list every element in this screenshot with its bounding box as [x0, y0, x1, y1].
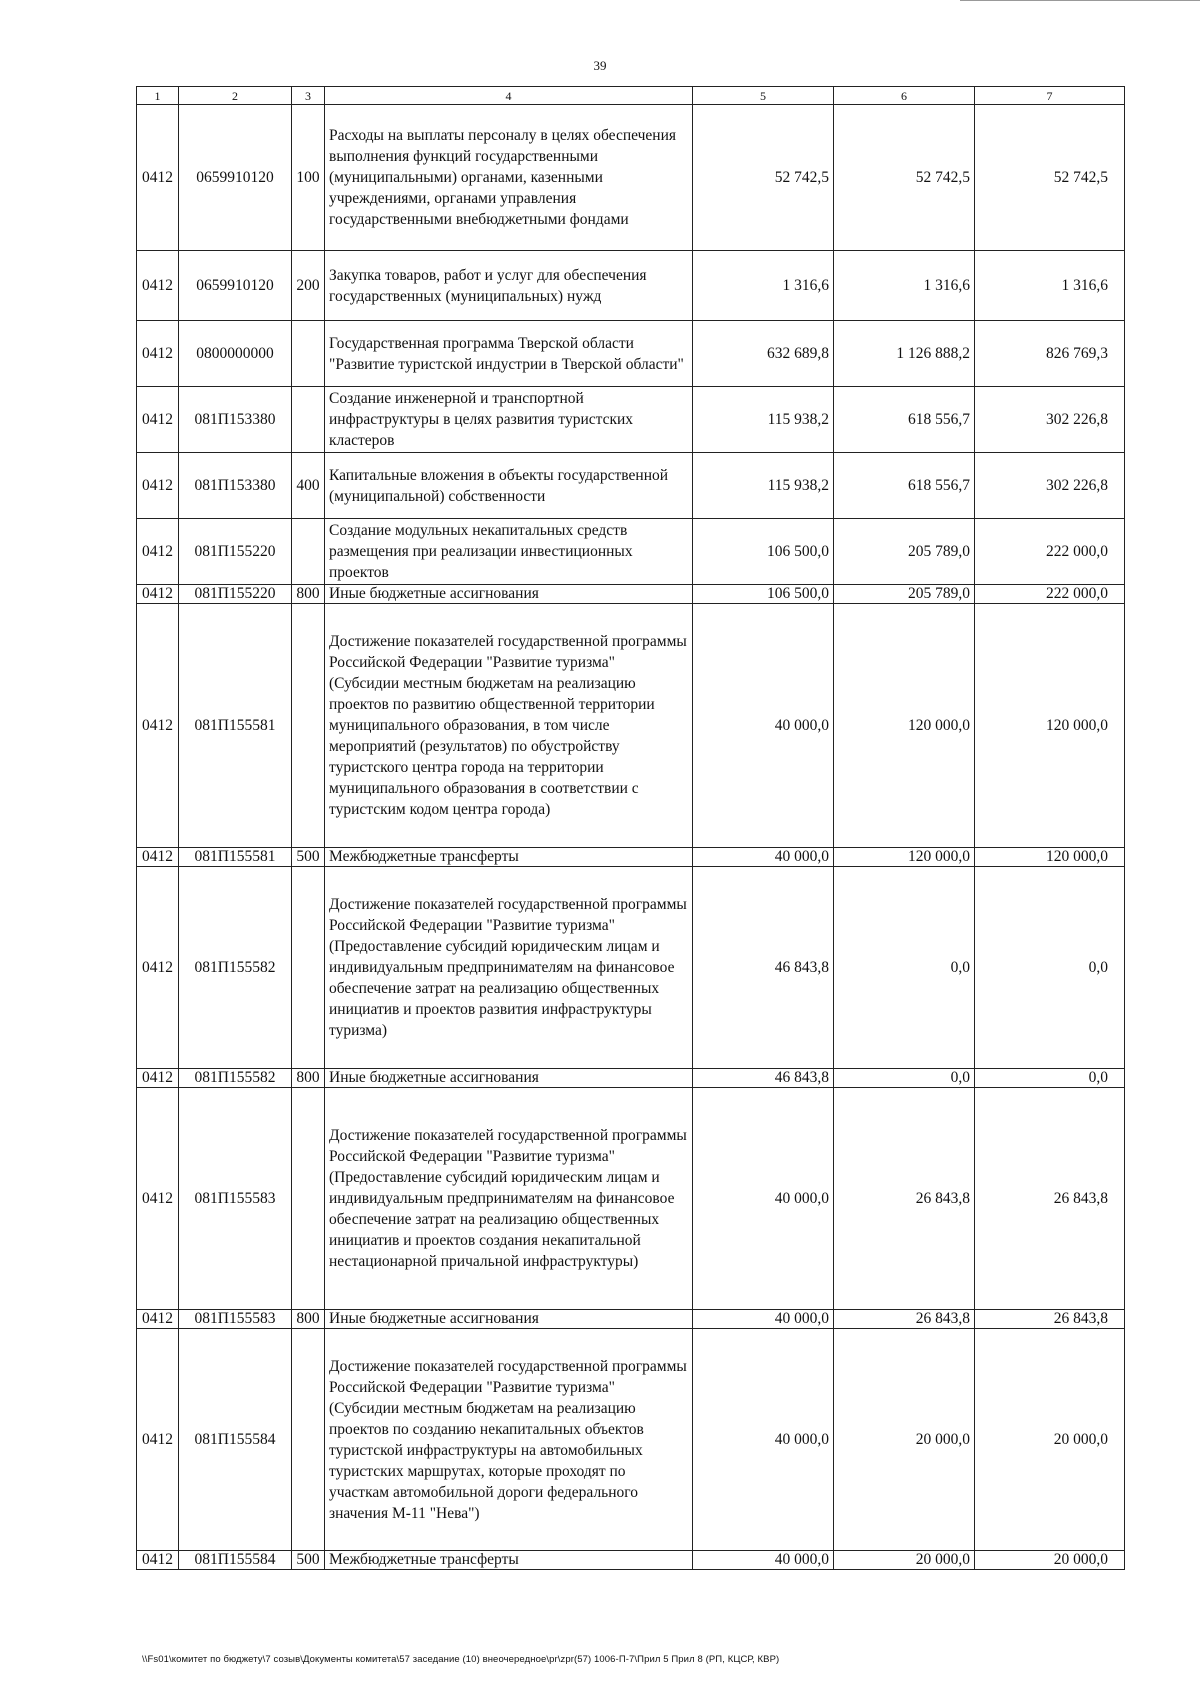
amount-year1-cell: 40 000,0 [693, 604, 834, 848]
target-article-cell: 081П155583 [179, 1088, 292, 1310]
amount-year2-cell: 26 843,8 [834, 1088, 975, 1310]
item-name-cell: Достижение показателей государственной программы Российской Федерации "Развитие туризма" (Субсидии местным бюджетам на реализацию проектов по созданию некапитальных объектов туристской инфраструктуры на автомобильных туристских маршрутах, которые проходят по участкам автомобильной дороги федерального значения М-11 "Нева") [325, 1329, 693, 1551]
column-header: 1 [137, 87, 179, 105]
amount-year1-cell: 106 500,0 [693, 519, 834, 585]
amount-year1-cell: 40 000,0 [693, 1088, 834, 1310]
amount-year2-cell: 0,0 [834, 1069, 975, 1088]
expense-type-cell: 200 [292, 251, 325, 321]
target-article-cell: 081П153380 [179, 453, 292, 519]
expense-type-cell [292, 604, 325, 848]
target-article-cell: 081П155584 [179, 1329, 292, 1551]
table-row [137, 1088, 1125, 1310]
expense-type-cell: 100 [292, 105, 325, 251]
section-code-cell: 0412 [137, 105, 179, 251]
section-code-cell: 0412 [137, 1551, 179, 1570]
amount-year1-cell: 40 000,0 [693, 1551, 834, 1570]
amount-year2-cell: 52 742,5 [834, 105, 975, 251]
table-row [137, 519, 1125, 585]
column-header: 6 [834, 87, 975, 105]
amount-year1-cell: 115 938,2 [693, 387, 834, 453]
item-name-cell: Расходы на выплаты персоналу в целях обеспечения выполнения функций государственными (муниципальными) органами, казенными учреждениями, органами управления государственными внебюджетными фондами [325, 105, 693, 251]
item-name-cell: Межбюджетные трансферты [325, 1551, 693, 1570]
item-name-cell: Создание модульных некапитальных средств размещения при реализации инвестиционных проектов [325, 519, 693, 585]
amount-year2-cell: 20 000,0 [834, 1329, 975, 1551]
expense-type-cell [292, 321, 325, 387]
amount-year1-cell: 46 843,8 [693, 867, 834, 1069]
section-code-cell: 0412 [137, 251, 179, 321]
amount-year3-cell: 222 000,0 [975, 519, 1125, 585]
table-row [137, 1310, 1125, 1329]
amount-year2-cell: 26 843,8 [834, 1310, 975, 1329]
target-article-cell: 081П155220 [179, 519, 292, 585]
amount-year3-cell: 826 769,3 [975, 321, 1125, 387]
expense-type-cell: 800 [292, 585, 325, 604]
expense-type-cell [292, 1088, 325, 1310]
section-code-cell: 0412 [137, 387, 179, 453]
scan-edge-line [960, 0, 1200, 1]
section-code-cell: 0412 [137, 867, 179, 1069]
amount-year3-cell: 20 000,0 [975, 1551, 1125, 1570]
item-name-cell: Капитальные вложения в объекты государственной (муниципальной) собственности [325, 453, 693, 519]
amount-year2-cell: 1 316,6 [834, 251, 975, 321]
table-body [137, 105, 1125, 1570]
amount-year1-cell: 1 316,6 [693, 251, 834, 321]
target-article-cell: 081П155220 [179, 585, 292, 604]
amount-year2-cell: 205 789,0 [834, 585, 975, 604]
amount-year2-cell: 618 556,7 [834, 453, 975, 519]
item-name-cell: Закупка товаров, работ и услуг для обеспечения государственных (муниципальных) нужд [325, 251, 693, 321]
amount-year3-cell: 0,0 [975, 867, 1125, 1069]
table-row [137, 848, 1125, 867]
table-row [137, 1551, 1125, 1570]
expense-type-cell [292, 519, 325, 585]
item-name-cell: Государственная программа Тверской области "Развитие туристской индустрии в Тверской области" [325, 321, 693, 387]
table-row [137, 1329, 1125, 1551]
item-name-cell: Достижение показателей государственной программы Российской Федерации "Развитие туризма" (Субсидии местным бюджетам на реализацию проектов по развитию общественной территории муниципального образования, в том числе мероприятий (результатов) по обустройству туристского центра города на территории муниципального образования в соответствии с туристским кодом центра города) [325, 604, 693, 848]
amount-year3-cell: 52 742,5 [975, 105, 1125, 251]
item-name-cell: Межбюджетные трансферты [325, 848, 693, 867]
table-row [137, 453, 1125, 519]
item-name-cell: Создание инженерной и транспортной инфраструктуры в целях развития туристских кластеров [325, 387, 693, 453]
amount-year3-cell: 222 000,0 [975, 585, 1125, 604]
target-article-cell: 081П155582 [179, 1069, 292, 1088]
table-row [137, 1069, 1125, 1088]
amount-year1-cell: 46 843,8 [693, 1069, 834, 1088]
budget-table [136, 86, 1125, 1570]
section-code-cell: 0412 [137, 453, 179, 519]
expense-type-cell: 500 [292, 1551, 325, 1570]
amount-year2-cell: 1 126 888,2 [834, 321, 975, 387]
section-code-cell: 0412 [137, 585, 179, 604]
expense-type-cell: 400 [292, 453, 325, 519]
item-name-cell: Достижение показателей государственной программы Российской Федерации "Развитие туризма" (Предоставление субсидий юридическим лицам и индивидуальным предпринимателям на финансовое обеспечение затрат на реализацию общественных инициатив и проектов развития инфраструктуры туризма) [325, 867, 693, 1069]
amount-year1-cell: 632 689,8 [693, 321, 834, 387]
target-article-cell: 081П155581 [179, 604, 292, 848]
section-code-cell: 0412 [137, 1310, 179, 1329]
target-article-cell: 0659910120 [179, 105, 292, 251]
amount-year2-cell: 120 000,0 [834, 848, 975, 867]
amount-year2-cell: 0,0 [834, 867, 975, 1069]
expense-type-cell: 500 [292, 848, 325, 867]
file-path-footer: \\Fs01\комитет по бюджету\7 созыв\Документы комитета\57 заседание (10) внеочередное\pr\zpr(57) 1006-П-7\Прил 5 Прил 8 (РП, КЦСР, КВР) [142, 1654, 780, 1665]
column-header: 7 [975, 87, 1125, 105]
amount-year3-cell: 302 226,8 [975, 387, 1125, 453]
section-code-cell: 0412 [137, 1329, 179, 1551]
target-article-cell: 0659910120 [179, 251, 292, 321]
amount-year1-cell: 52 742,5 [693, 105, 834, 251]
table-row [137, 251, 1125, 321]
amount-year2-cell: 20 000,0 [834, 1551, 975, 1570]
expense-type-cell: 800 [292, 1310, 325, 1329]
section-code-cell: 0412 [137, 321, 179, 387]
target-article-cell: 0800000000 [179, 321, 292, 387]
amount-year3-cell: 0,0 [975, 1069, 1125, 1088]
table-row [137, 105, 1125, 251]
amount-year1-cell: 115 938,2 [693, 453, 834, 519]
table-row [137, 604, 1125, 848]
section-code-cell: 0412 [137, 604, 179, 848]
expense-type-cell [292, 387, 325, 453]
column-header: 2 [179, 87, 292, 105]
section-code-cell: 0412 [137, 1069, 179, 1088]
target-article-cell: 081П155584 [179, 1551, 292, 1570]
amount-year1-cell: 106 500,0 [693, 585, 834, 604]
target-article-cell: 081П155581 [179, 848, 292, 867]
page-number: 39 [593, 58, 607, 73]
column-header: 5 [693, 87, 834, 105]
column-number-row [137, 87, 1125, 105]
table-row [137, 867, 1125, 1069]
expense-type-cell [292, 867, 325, 1069]
target-article-cell: 081П155583 [179, 1310, 292, 1329]
section-code-cell: 0412 [137, 1088, 179, 1310]
amount-year2-cell: 618 556,7 [834, 387, 975, 453]
section-code-cell: 0412 [137, 519, 179, 585]
amount-year3-cell: 26 843,8 [975, 1310, 1125, 1329]
amount-year1-cell: 40 000,0 [693, 848, 834, 867]
amount-year3-cell: 26 843,8 [975, 1088, 1125, 1310]
table-row [137, 321, 1125, 387]
amount-year1-cell: 40 000,0 [693, 1329, 834, 1551]
target-article-cell: 081П153380 [179, 387, 292, 453]
amount-year2-cell: 120 000,0 [834, 604, 975, 848]
amount-year1-cell: 40 000,0 [693, 1310, 834, 1329]
amount-year3-cell: 120 000,0 [975, 848, 1125, 867]
item-name-cell: Иные бюджетные ассигнования [325, 1069, 693, 1088]
target-article-cell: 081П155582 [179, 867, 292, 1069]
amount-year3-cell: 1 316,6 [975, 251, 1125, 321]
column-header: 4 [325, 87, 693, 105]
expense-type-cell [292, 1329, 325, 1551]
amount-year2-cell: 205 789,0 [834, 519, 975, 585]
item-name-cell: Достижение показателей государственной программы Российской Федерации "Развитие туризма" (Предоставление субсидий юридическим лицам и индивидуальным предпринимателям на финансовое обеспечение затрат на реализацию общественных инициатив и проектов создания некапитальной нестационарной причальной инфраструктуры) [325, 1088, 693, 1310]
table-row [137, 585, 1125, 604]
expense-type-cell: 800 [292, 1069, 325, 1088]
amount-year3-cell: 302 226,8 [975, 453, 1125, 519]
item-name-cell: Иные бюджетные ассигнования [325, 1310, 693, 1329]
amount-year3-cell: 120 000,0 [975, 604, 1125, 848]
amount-year3-cell: 20 000,0 [975, 1329, 1125, 1551]
column-header: 3 [292, 87, 325, 105]
item-name-cell: Иные бюджетные ассигнования [325, 585, 693, 604]
section-code-cell: 0412 [137, 848, 179, 867]
table-row [137, 387, 1125, 453]
